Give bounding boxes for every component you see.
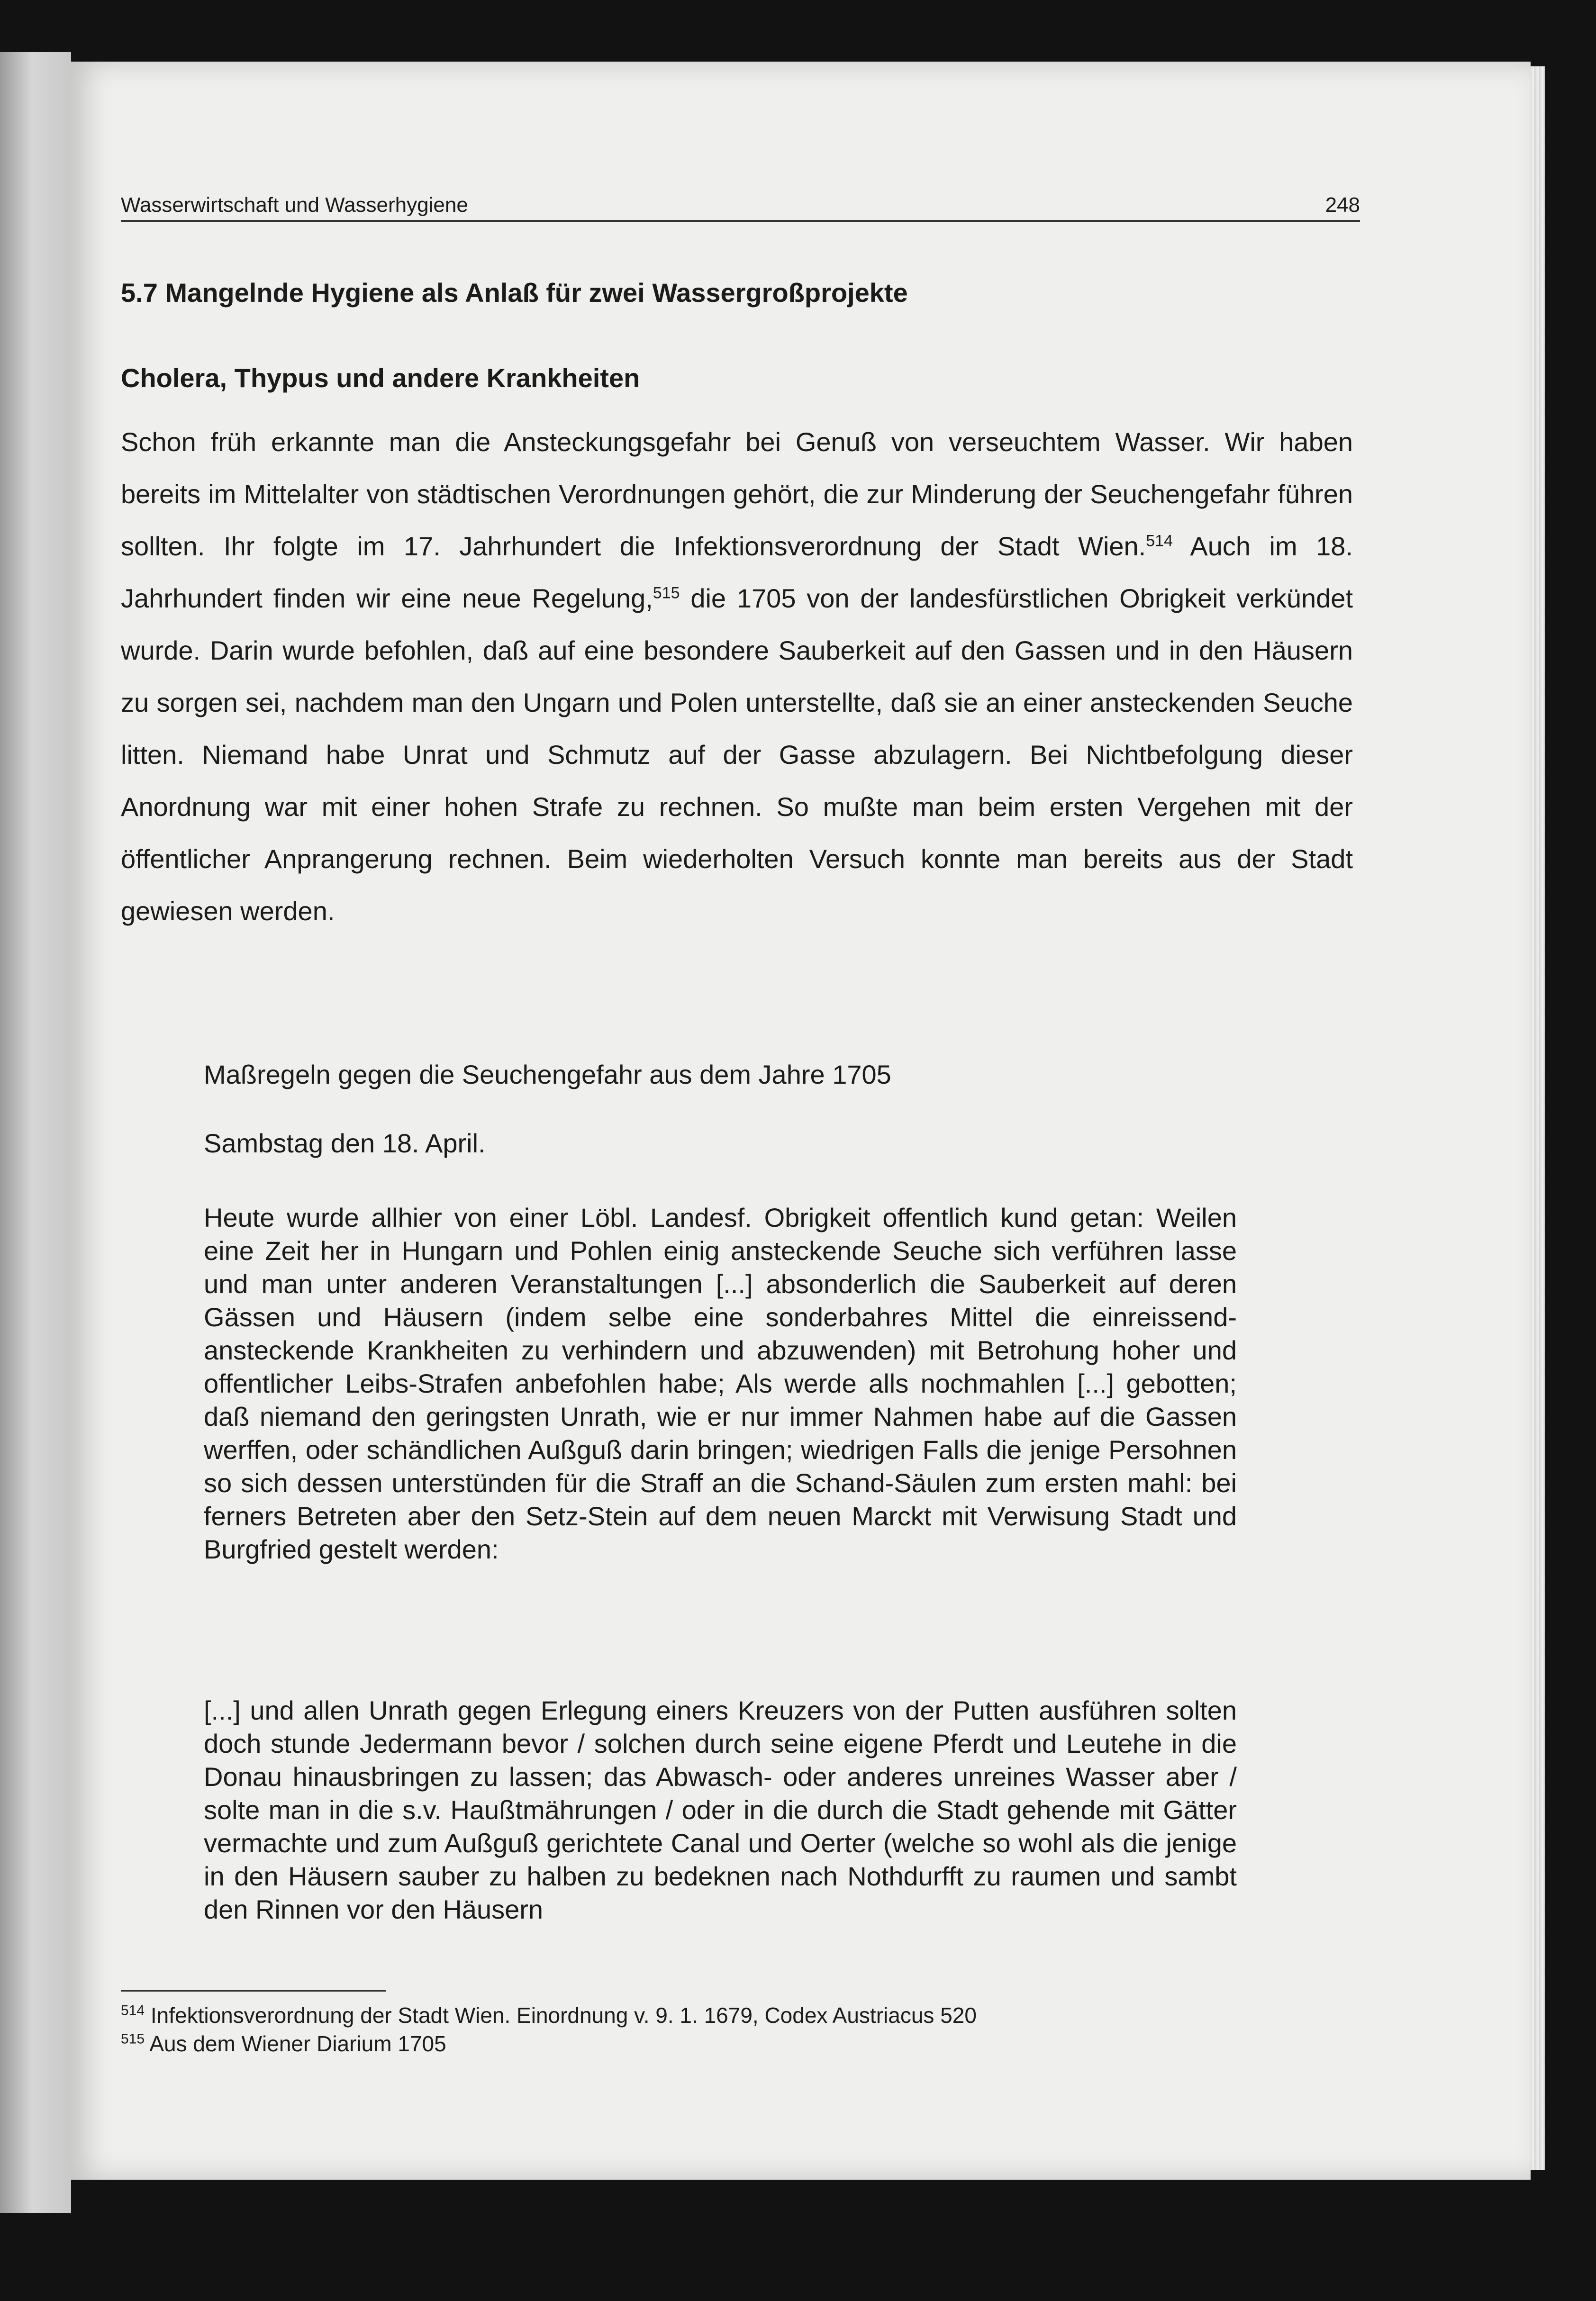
footnote-514: [121, 2002, 977, 2029]
footnote-separator: [121, 1990, 386, 1992]
running-header-title: Wasserwirtschaft und Wasserhygiene: [121, 193, 468, 217]
running-header: [121, 190, 1360, 222]
footnote-text: Infektionsverordnung der Stadt Wien. Einordnung v. 9. 1. 1679, Codex Austriacus 520: [150, 2003, 977, 2028]
body-text-part-2: Auch im 18. Jahrhundert finden wir eine neue Regelung,: [121, 531, 1353, 613]
footnote-ref-514: 514: [1146, 532, 1173, 550]
book-spine-shadow: [0, 52, 71, 2213]
body-text-part-1: Schon früh erkannte man die Ansteckungsgefahr bei Genuß von verseuchtem Wasser. Wir haben bereits im Mittelalter von städtischen Verordnungen gehört, die zur Minderung der Seuchengefahr führen sollten. Ihr folgte im 17. Jahrhundert die Infektionsverordnung der Stadt Wien.: [121, 427, 1353, 561]
quote-date: Sambstag den 18. April.: [204, 1128, 486, 1158]
footnote-ref-515: 515: [653, 584, 680, 602]
quote-paragraph-1: Heute wurde allhier von einer Löbl. Landesf. Obrigkeit offentlich kund getan: Weilen eine Zeit her in Hungarn und Pohlen einig ansteckende Seuche sich verführen lasse und man unter anderen Veranstaltungen [...] absonderlich die Sauberkeit auf deren Gässen und Häusern (indem selbe eine sonderbahres Mittel die einreissend-ansteckende Krankheiten zu verhindern und abzuwenden) mit Betrohung hoher und offentlicher Leibs-Strafen anbefohlen habe; Als werde alls nochmahlen [...] gebotten; daß niemand den geringsten Unrath, wie er nur immer Nahmen habe auf die Gassen werffen, oder schändlichen Außguß darin bringen; wiedrigen Falls die jenige Persohnen so sich dessen unterstünden für die Straff an die Schand-Säulen zum ersten mahl: bei ferners Betreten aber den Setz-Stein auf dem neuen Marckt mit Verwisung Stadt und Burgfried gestelt werden:: [204, 1203, 1237, 1564]
page-number: 248: [1325, 193, 1360, 217]
quote-heading: Maßregeln gegen die Seuchengefahr aus dem Jahre 1705: [204, 1060, 891, 1089]
footnote-text: Aus dem Wiener Diarium 1705: [149, 2031, 446, 2056]
quote-paragraph-2: [...] und allen Unrath gegen Erlegung einers Kreuzers von der Putten ausführen solten doch stunde Jedermann bevor / solchen durch seine eigene Pferdt und Leutehe in die Donau hinausbringen zu lassen; das Abwasch- oder anderes unreines Wasser aber / solte man in die s.v. Haußtmährungen / oder in die durch die Stadt gehende mit Gätter vermachte und zum Außguß gerichtete Canal und Oerter (welche so wohl als die jenige in den Häusern sauber zu halben zu bedeknen nach Nothdurfft zu raumen und sambt den Rinnen vor den Häusern: [204, 1695, 1237, 1924]
footnote-515: [121, 2030, 446, 2057]
footnote-number: 514: [121, 2002, 145, 2019]
subsection-heading: Cholera, Thypus und andere Krankheiten: [121, 363, 640, 393]
section-heading: 5.7 Mangelnde Hygiene als Anlaß für zwei Wassergroßprojekte: [121, 278, 908, 308]
footnote-number: 515: [121, 2031, 145, 2047]
body-paragraph: [121, 416, 1353, 937]
body-text-part-3: die 1705 von der landesfürstlichen Obrigkeit verkündet wurde. Darin wurde befohlen, daß auf eine besondere Sauberkeit auf den Gassen und in den Häusern zu sorgen sei, nachdem man den Ungarn und Polen unterstellte, daß sie an einer ansteckenden Seuche litten. Niemand habe Unrat und Schmutz auf der Gasse abzulagern. Bei Nichtbefolgung dieser Anordnung war mit einer hohen Strafe zu rechnen. So mußte man beim ersten Vergehen mit der öffentlicher Anprangerung rechnen. Beim wiederholten Versuch konnte man bereits aus der Stadt gewiesen werden.: [121, 583, 1353, 926]
